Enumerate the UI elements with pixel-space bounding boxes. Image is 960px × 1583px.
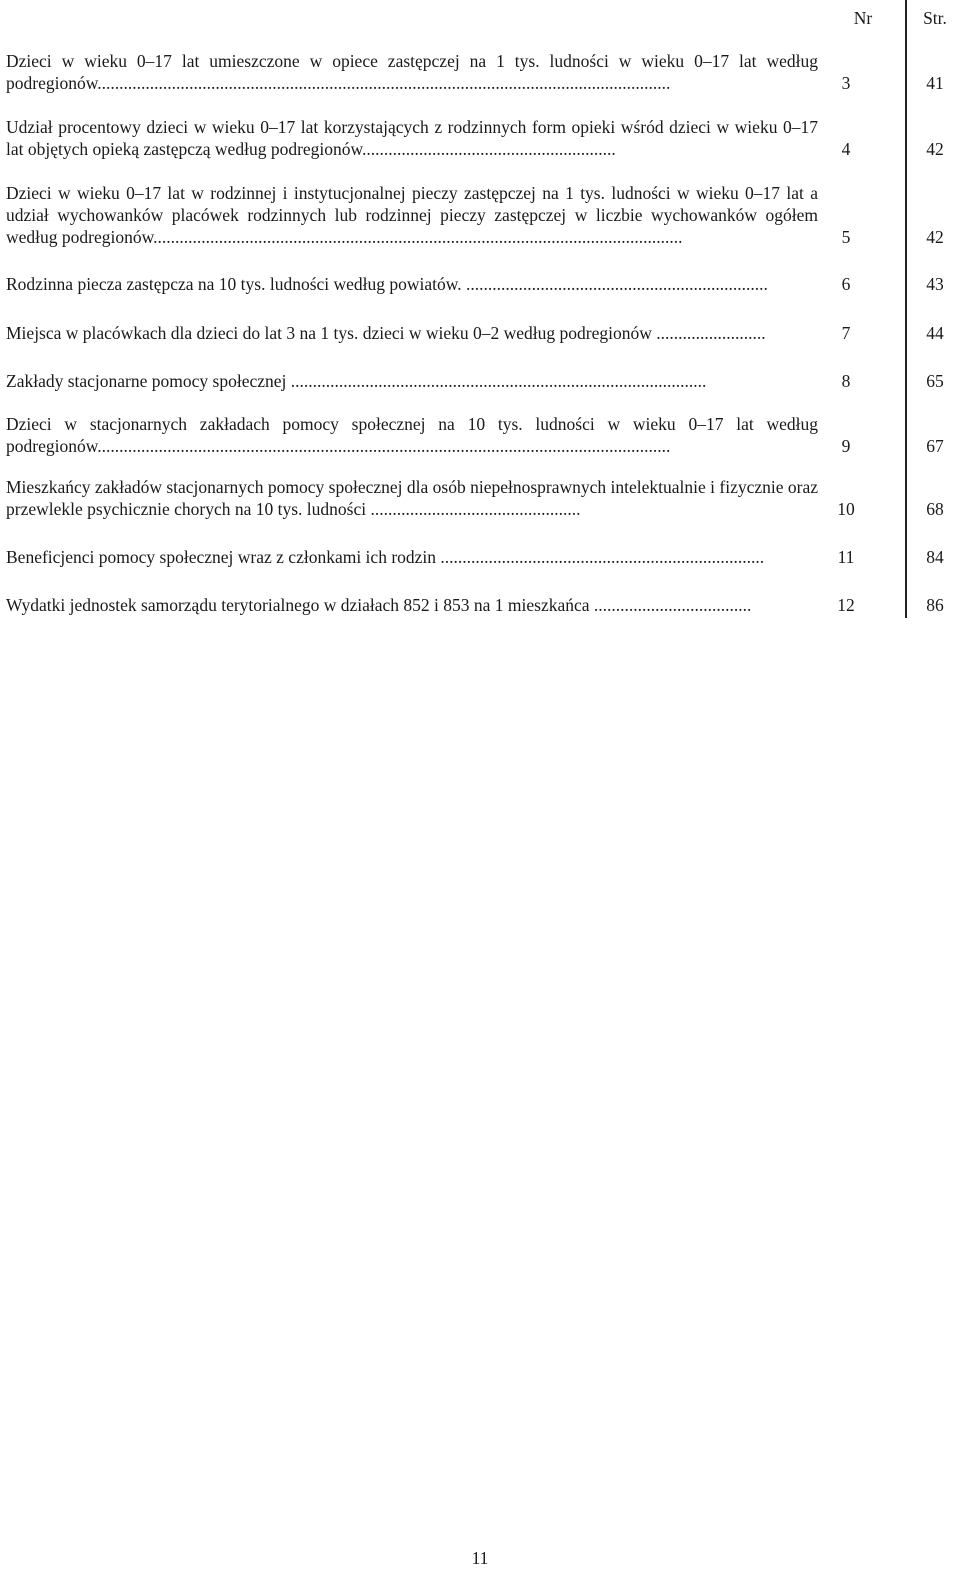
toc-entry — [6, 50, 960, 94]
entry-page: 86 — [926, 595, 944, 615]
column-header-nr: Nr — [853, 8, 873, 28]
entry-page: 43 — [926, 274, 944, 294]
toc-entry — [6, 476, 960, 520]
entry-title: Rodzinna piecza zastępcza na 10 tys. ludności według powiatów. ..................................................................... — [6, 274, 768, 294]
entry-title: Dzieci w stacjonarnych zakładach pomocy społecznej na 10 tys. ludności w wieku 0–17 lat według podregionów................................................................................................................................... — [6, 414, 818, 456]
entry-page: 84 — [926, 547, 944, 567]
entry-page: 65 — [926, 371, 944, 391]
entry-title: Udział procentowy dzieci w wieku 0–17 lat korzystających z rodzinnych form opieki wśród dzieci w wieku 0–17 lat objętych opieką zastępczą według podregionów.......................................................... — [6, 117, 818, 159]
entry-page: 42 — [926, 227, 944, 247]
entry-page: 68 — [926, 499, 944, 519]
entry-number: 4 — [841, 139, 851, 159]
entry-title: Mieszkańcy zakładów stacjonarnych pomocy społecznej dla osób niepełnosprawnych intelektualnie i fizycznie oraz przewlekle psychicznie chorych na 10 tys. ludności ................................................ — [6, 477, 818, 519]
entry-number: 9 — [841, 436, 851, 456]
toc-entry — [6, 182, 960, 248]
toc-entry — [6, 370, 960, 392]
entry-number: 10 — [837, 499, 855, 519]
toc-entry — [6, 594, 960, 616]
entry-number: 8 — [841, 371, 851, 391]
entry-title: Miejsca w placówkach dla dzieci do lat 3 na 1 tys. dzieci w wieku 0–2 według podregionów ......................... — [6, 323, 766, 343]
entry-page: 41 — [926, 73, 944, 93]
toc-entry — [6, 322, 960, 344]
page-number: 11 — [471, 1548, 489, 1568]
entry-number: 3 — [841, 73, 851, 93]
entry-title: Zakłady stacjonarne pomocy społecznej ............................................................................................... — [6, 371, 707, 391]
toc-entry — [6, 413, 960, 457]
entry-title: Wydatki jednostek samorządu terytorialnego w działach 852 i 853 na 1 mieszkańca .................................... — [6, 595, 752, 615]
entry-number: 12 — [837, 595, 855, 615]
toc-entry — [6, 116, 960, 160]
entry-title: Dzieci w wieku 0–17 lat w rodzinnej i instytucjonalnej pieczy zastępczej na 1 tys. ludności w wieku 0–17 lat a udział wychowanków placówek rodzinnych lub rodzinnej pieczy zastępczej w liczbie wychowanków ogółem według podregionów......................................................................................................................... — [6, 183, 818, 247]
entry-page: 67 — [926, 436, 944, 456]
toc-entry — [6, 546, 960, 568]
entry-number: 11 — [837, 547, 855, 567]
entry-number: 7 — [841, 323, 851, 343]
entry-title: Beneficjenci pomocy społecznej wraz z członkami ich rodzin .......................................................................... — [6, 547, 765, 567]
entry-number: 6 — [841, 274, 851, 294]
column-header-str: Str. — [923, 8, 947, 28]
entry-page: 44 — [926, 323, 944, 343]
entry-number: 5 — [841, 227, 851, 247]
entry-title: Dzieci w wieku 0–17 lat umieszczone w opiece zastępczej na 1 tys. ludności w wieku 0–17 lat według podregionów................................................................................................................................... — [6, 51, 818, 93]
entry-page: 42 — [926, 139, 944, 159]
toc-entry — [6, 273, 960, 295]
